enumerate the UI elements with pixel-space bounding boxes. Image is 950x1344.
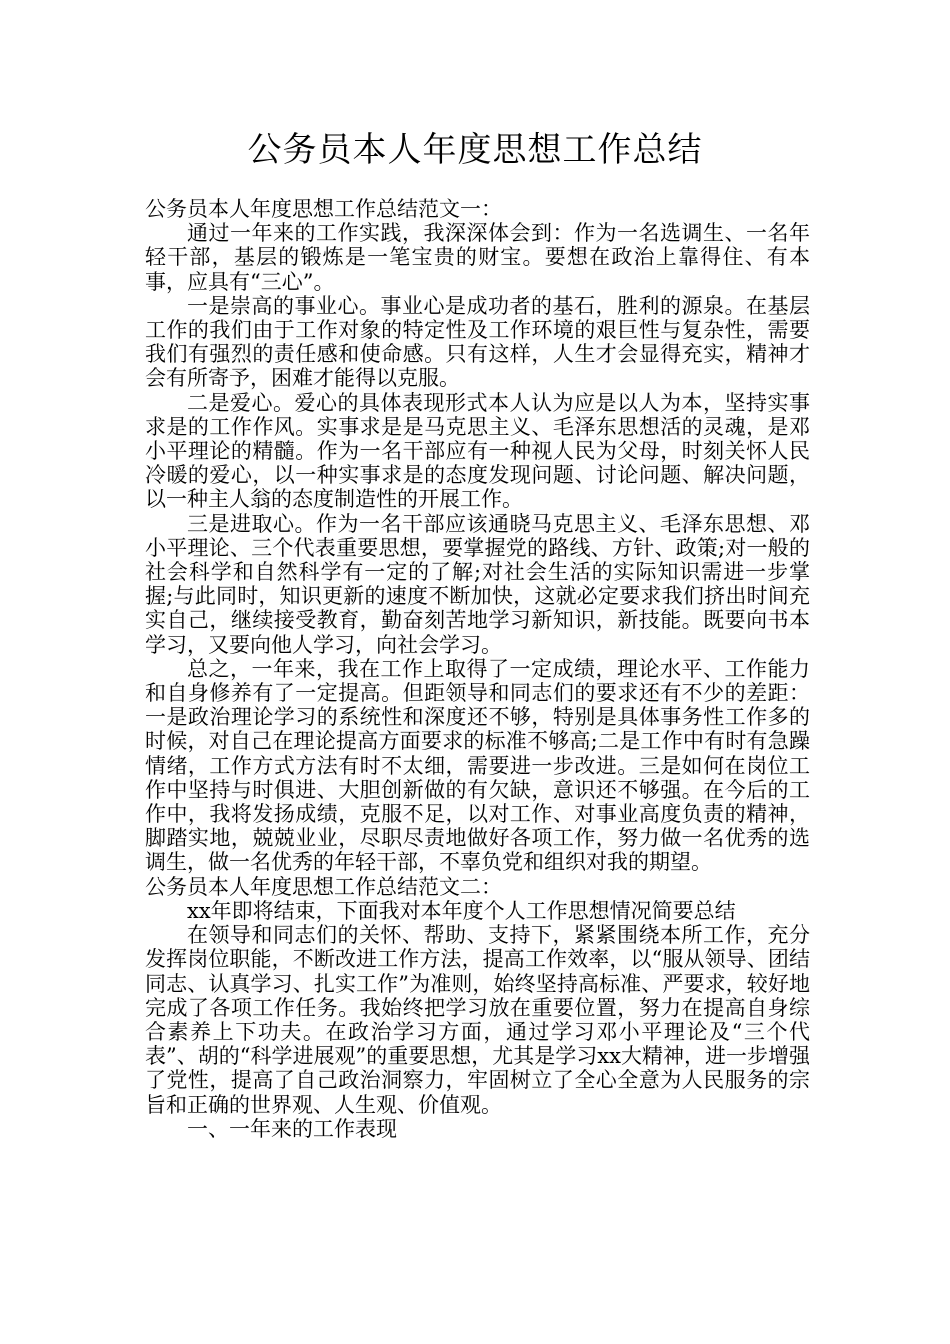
paragraph: xx年即将结束，下面我对本年度个人工作思想情况简要总结 [187,898,736,923]
paragraph: 一是崇高的事业心。事业心是成功者的基石，胜利的源泉。在基层工作的我们由于工作对象的特定性及工作环境的艰巨性与复杂性，需要我们有强烈的责任感和使命感。只有这样，人生才会显得充实，精神才会有所寄予，困难才能得以克服。 [145,293,810,391]
paragraph: 公务员本人年度思想工作总结范文二： [145,874,502,899]
paragraph: 通过一年来的工作实践，我深深体会到：作为一名选调生、一名年轻干部，基层的锻炼是一笔宝贵的财宝。要想在政治上靠得住、有本事，应具有“三心”。 [145,221,810,294]
paragraph: 公务员本人年度思想工作总结范文一： [145,197,502,221]
paragraph: 在领导和同志们的关怀、帮助、支持下，紧紧围绕本所工作，充分发挥岗位职能，不断改进工作方法，提高工作效率，以“服从领导、团结同志、认真学习、扎实工作”为准则，始终坚持高标准、严要求，较好地完成了各项工作任务。我始终把学习放在重要位置，努力在提高自身综合素养上下功夫。在政治学习方面，通过学习邓小平理论及“三个代表”、胡的“科学进展观”的重要思想，尤其是学习xx大精神，进一步增强了党性，提高了自己政治洞察力，牢固树立了全心全意为人民服务的宗旨和正确的世界观、人生观、价值观。 [145,923,810,1117]
document-body [145,197,810,1141]
section-heading: 一、一年来的工作表现 [187,1116,397,1141]
paragraph: 总之，一年来，我在工作上取得了一定成绩，理论水平、工作能力和自身修养有了一定提高。但距领导和同志们的要求还有不少的差距：一是政治理论学习的系统性和深度还不够，特别是具体事务性工作多的时候，对自己在理论提高方面要求的标准不够高;二是工作中有时有急躁情绪，工作方式方法有时不太细，需要进一步改进。三是如何在岗位工作中坚持与时俱进、大胆创新做的有欠缺，意识还不够强。在今后的工作中，我将发扬成绩，克服不足，以对工作、对事业高度负责的精神，脚踏实地，兢兢业业，尽职尽责地做好各项工作，努力做一名优秀的选调生，做一名优秀的年轻干部，不辜负党和组织对我的期望。 [145,656,810,875]
document-title: 公务员本人年度思想工作总结 [247,130,703,170]
paragraph: 二是爱心。爱心的具体表现形式本人认为应是以人为本，坚持实事求是的工作作风。实事求是是马克思主义、毛泽东思想活的灵魂，是邓小平理论的精髓。作为一名干部应有一种视人民为父母，时刻关怀人民冷暖的爱心，以一种实事求是的态度发现问题、讨论问题、解决问题，以一种主人翁的态度制造性的开展工作。 [145,390,810,512]
paragraph: 三是进取心。作为一名干部应该通晓马克思主义、毛泽东思想、邓小平理论、三个代表重要思想，要掌握党的路线、方针、政策;对一般的社会科学和自然科学有一定的了解;对社会生活的实际知识需进一步掌握;与此同时，知识更新的速度不断加快，这就必定要求我们挤出时间充实自己，继续接受教育，勤奋刻苦地学习新知识，新技能。既要向书本学习，又要向他人学习，向社会学习。 [145,511,810,657]
